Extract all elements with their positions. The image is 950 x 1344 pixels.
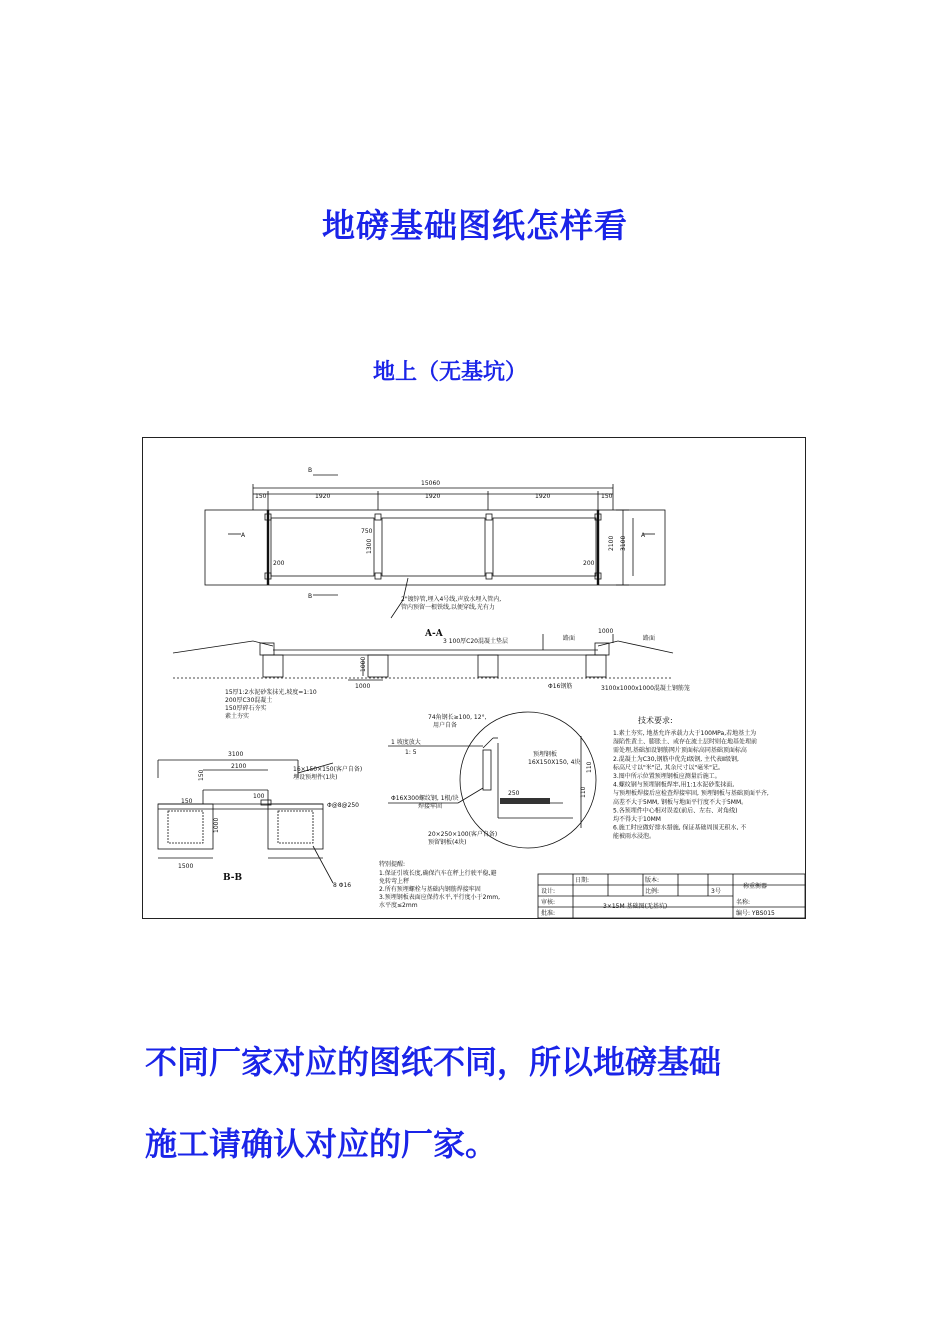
- bb-dim-150b: 150: [198, 769, 205, 781]
- pipe-note-1: 2"镀锌管,埋入4号线,声放水埋入管内,: [401, 596, 502, 603]
- dim-seg1: 1920: [315, 493, 331, 500]
- foundation-drawing: [142, 437, 806, 919]
- aa-ground-note3: 150厚碎石夯实: [225, 705, 267, 712]
- bb-embed-note1: 16×150×150(客户自备): [293, 766, 363, 773]
- detail-plate-bottom1: 20×250×100(客户自备): [428, 831, 498, 838]
- dim-left: 150: [255, 493, 267, 500]
- tech-req-line-5: 标高尺寸以"米"记, 其余尺寸以"毫米"记。: [613, 764, 724, 772]
- special-note-line-1: 1.保证引坡长度,确保汽车在秤上行驶平稳,避: [379, 870, 497, 877]
- tb-date: 日期:: [575, 877, 590, 884]
- bb-embed-note2: 埋设预埋件(1块): [293, 774, 338, 781]
- detail-plate-top2: 用户自备: [433, 722, 458, 729]
- section-aa: [173, 634, 673, 680]
- aa-ground-note4: 素土夯实: [225, 713, 250, 720]
- detail-slope: 1 坡度放大: [391, 739, 421, 746]
- detail-dim-110: 110: [586, 761, 593, 773]
- tech-req-lines: [613, 729, 769, 840]
- tb-approve: 批准:: [541, 910, 556, 917]
- tb-name: 名称:: [736, 899, 751, 906]
- special-note-line-4: 3.预埋钢板表面应保持水平,平行度小于2mm,: [379, 894, 501, 901]
- dim-w1: 200: [273, 560, 285, 567]
- tech-req-line-12: 6.施工时应做好排水措施, 保证基础周围无积水, 不: [613, 824, 747, 832]
- tech-req-line-11: 均不得大于10MM: [613, 816, 661, 823]
- section-aa-label: A-A: [425, 629, 443, 639]
- tech-req-line-7: 4.螺纹钢与预埋钢板焊牢,用1:1水泥砂浆抹面,: [613, 781, 735, 789]
- detail-circle: [388, 712, 596, 848]
- tech-req-line-3: 需处理,基础加设钢筋网片顶面标高同基础顶面标高: [613, 747, 747, 755]
- tb-review: 审核:: [541, 899, 556, 906]
- detail-embed: 预埋钢板: [533, 751, 558, 758]
- dim-height: 3100: [620, 535, 627, 551]
- aa-ground-note2: 200厚C30混凝土: [225, 697, 273, 704]
- bb-rebar2: 8 Φ16: [333, 882, 352, 889]
- note-line-2: 施工请确认对应的厂家。: [145, 1125, 498, 1163]
- special-note-line-2: 免转弯上秤: [379, 878, 410, 885]
- special-note-line-5: 水平度≤2mm: [379, 902, 418, 909]
- dim-h2: 1300: [366, 538, 373, 554]
- detail-plate-top: 74角钢长≥100, 12°,: [428, 714, 487, 721]
- dim-right: 150: [601, 493, 613, 500]
- tech-req-line-10: 5.各预埋件中心相对误差(前后、左右、对角线): [613, 807, 738, 815]
- tb-number: 编号: YBS015: [736, 910, 775, 917]
- page-title: 地磅基础图纸怎样看: [322, 206, 628, 245]
- aa-pit-note: 3100x1000x1000混凝土钢筋笼: [601, 685, 690, 692]
- bb-rebar1: Φ@8@250: [327, 802, 359, 809]
- dim-total: 15060: [421, 480, 441, 487]
- detail-embed-size: 16X150X150, 4块: [528, 759, 581, 766]
- a-marker-right: A: [641, 532, 646, 539]
- aa-ground-note1: 15厚1:2水泥砂浆抹光,坡度=1:10: [225, 689, 317, 696]
- bb-dim-1500: 1500: [178, 863, 194, 870]
- aa-layer-top: 3 100厚C20混凝土垫层: [443, 638, 509, 645]
- tb-drawing-name: 3×15M 基础图(无基坑): [603, 903, 668, 910]
- tb-company: 称重衡器: [743, 883, 768, 890]
- dim-seg3: 1920: [535, 493, 551, 500]
- detail-bolt2: 焊接牢固: [418, 803, 443, 810]
- tech-req-line-1: 1.素土夯实, 地基允许承载力大于100MPa,若地基土为: [613, 730, 757, 737]
- a-marker-left: A: [241, 532, 246, 539]
- detail-bolt: Φ16X300螺纹钢, 1根/块: [391, 795, 459, 802]
- tech-req-line-4: 2.混凝土为C30,钢筋中优先Ⅰ级钢, 主代表Ⅱ级钢,: [613, 755, 739, 763]
- tech-req-line-9: 高差不大于5MM, 钢板与地面平行度不大于5MM。: [613, 798, 748, 806]
- detail-plate-bottom2: 预留钢板(4块): [428, 839, 467, 846]
- tb-version: 版本:: [645, 877, 660, 884]
- aa-rebar-note: Φ16钢筋: [548, 683, 573, 690]
- aa-road-left: 路面: [563, 635, 576, 642]
- tech-req-line-13: 能被雨水浸泡。: [613, 833, 656, 841]
- tech-req-line-8: 与预埋板焊接后应检查焊接牢固, 预埋钢板与基础顶面平齐,: [613, 790, 769, 798]
- detail-slope-ratio: 1: 5: [405, 749, 417, 756]
- tb-scale: 比例:: [645, 888, 660, 895]
- aa-dim-1000b: 1000: [360, 656, 367, 672]
- aa-dim-1000: 1000: [598, 628, 614, 635]
- b-marker-bottom: B: [308, 593, 313, 600]
- tb-design: 设计:: [541, 888, 556, 895]
- section-bb-label: B-B: [223, 873, 243, 883]
- b-marker-top: B: [308, 467, 313, 474]
- detail-dim-110b: 110: [580, 786, 587, 798]
- bb-dim-3100: 3100: [228, 751, 244, 758]
- embed-plate: [500, 798, 550, 804]
- bb-dim-100: 100: [253, 793, 265, 800]
- special-notes-heading: 特别提醒:: [379, 861, 406, 868]
- dim-h1: 750: [361, 528, 373, 535]
- note-line-1: 不同厂家对应的图纸不同，所以地磅基础: [145, 1043, 722, 1081]
- pipe-note-2: 管内预留一根铁线,以便穿线,光有力: [401, 604, 495, 611]
- aa-bottom-1000: 1000: [355, 683, 371, 690]
- tb-scale-val: 3号: [711, 888, 721, 895]
- dim-seg2: 1920: [425, 493, 441, 500]
- section-subtitle: 地上（无基坑）: [372, 360, 527, 385]
- tech-req-line-6: 3.图中所示位置预埋钢板应测量后施工。: [613, 773, 721, 780]
- tech-req-heading: 技术要求:: [638, 716, 673, 725]
- dim-inner-height: 2100: [608, 535, 615, 551]
- bb-dim-1000: 1000: [213, 817, 220, 833]
- bb-dim-150: 150: [181, 798, 193, 805]
- special-note-line-3: 2.所有预埋螺栓与基础内钢筋焊接牢固: [379, 886, 481, 893]
- bb-dim-2100: 2100: [231, 763, 247, 770]
- special-notes-lines: [379, 869, 500, 909]
- tech-req-line-2: 湿陷性黄土、膨胀土、或存在流土层时则在地基处理前: [613, 738, 758, 746]
- dim-w2: 200: [583, 560, 595, 567]
- detail-dim-250: 250: [508, 790, 520, 797]
- aa-road-right: 路面: [643, 635, 656, 642]
